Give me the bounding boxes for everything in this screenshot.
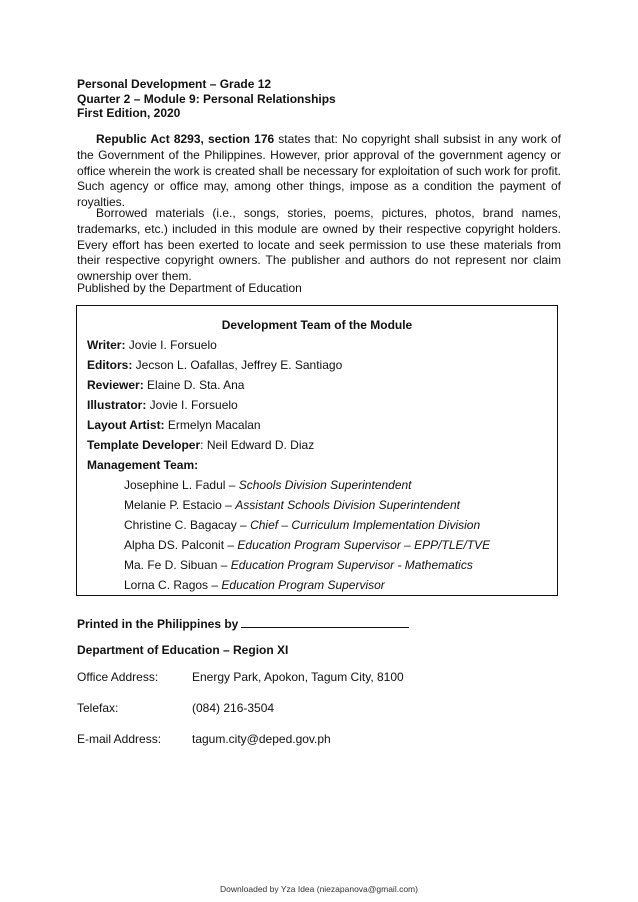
team-role-writer (87, 338, 217, 352)
header-edition: First Edition, 2020 (77, 106, 181, 120)
team-role-layout-artist (87, 418, 261, 432)
management-member (124, 498, 460, 512)
role-label: Editors: (87, 358, 133, 372)
header-title: Personal Development – Grade 12 (77, 77, 272, 91)
management-team-label: Management Team: (87, 458, 199, 472)
management-member (124, 558, 473, 572)
member-name: Melanie P. Estacio – (124, 498, 236, 512)
printed-in (77, 615, 409, 631)
contact-value-telefax: (084) 216-3504 (192, 701, 275, 715)
role-label: Template Developer (87, 438, 201, 452)
contact-value-email: tagum.city@deped.gov.ph (192, 732, 331, 746)
member-title: Chief – Curriculum Implementation Division (250, 518, 481, 532)
role-label: Writer: (87, 338, 126, 352)
member-name: Alpha DS. Palconit – (124, 538, 238, 552)
printer-blank-line (241, 615, 409, 628)
region-heading: Department of Education – Region XI (77, 643, 289, 657)
contact-label-office: Office Address: (77, 670, 159, 684)
team-role-illustrator (87, 398, 238, 412)
team-role-reviewer (87, 378, 244, 392)
role-label: Layout Artist: (87, 418, 165, 432)
published-by: Published by the Department of Education (77, 281, 302, 295)
member-name: Lorna C. Ragos – (124, 578, 222, 592)
role-value: Jovie I. Forsuelo (125, 338, 217, 352)
member-name: Josephine L. Fadul – (124, 478, 239, 492)
copyright-text: states that: No copyright shall subsist in any work of the Government of the Philippines. However, prior approval of the government agency or office wherein the work is created shall be necessary for exploitation of such work for profit. Such agency or office may, among other things, impose as a condition the payment of royalties. (77, 132, 561, 210)
role-label: Reviewer: (87, 378, 144, 392)
role-value: Jecson L. Oafallas, Jeffrey E. Santiago (132, 358, 343, 372)
management-member (124, 478, 412, 492)
contact-label-email: E-mail Address: (77, 732, 162, 746)
download-footer: Downloaded by Yza Idea (niezapanova@gmail.com) (220, 884, 418, 894)
member-name: Ma. Fe D. Sibuan – (124, 558, 231, 572)
role-value: Elaine D. Sta. Ana (143, 378, 245, 392)
team-role-editors (87, 358, 342, 372)
role-value: Jovie I. Forsuelo (146, 398, 238, 412)
development-team-box (76, 305, 558, 596)
contact-value-office: Energy Park, Apokon, Tagum City, 8100 (192, 670, 404, 684)
member-title: Education Program Supervisor – EPP/TLE/TVE (237, 538, 491, 552)
copyright-act: Republic Act 8293, section 176 (96, 132, 275, 146)
printed-label: Printed in the Philippines by (77, 617, 239, 631)
borrowed-materials-paragraph: Borrowed materials (i.e., songs, stories, poems, pictures, photos, brand names, trademarks, etc.) included in this module are owned by their respective copyright holders. Every effort has been exerted to locate and seek permission to use these materials from their respective copyright owners. The publisher and authors do not represent nor claim ownership over them. (77, 206, 561, 284)
contact-label-telefax: Telefax: (77, 701, 119, 715)
member-title: Schools Division Superintendent (238, 478, 412, 492)
member-title: Assistant Schools Division Superintendent (235, 498, 460, 512)
team-role-template-developer (87, 438, 314, 452)
document-header (77, 77, 336, 121)
member-title: Education Program Supervisor (221, 578, 385, 592)
role-label: Illustrator: (87, 398, 147, 412)
header-module: Quarter 2 – Module 9: Personal Relationships (77, 91, 336, 106)
management-member (124, 518, 480, 532)
member-title: Education Program Supervisor - Mathematics (230, 558, 473, 572)
management-member (124, 538, 490, 552)
management-member (124, 578, 385, 592)
role-value: : Neil Edward D. Diaz (200, 438, 315, 452)
role-value: Ermelyn Macalan (164, 418, 261, 432)
team-title: Development Team of the Module (221, 318, 413, 332)
member-name: Christine C. Bagacay – (124, 518, 251, 532)
copyright-paragraph (77, 132, 561, 211)
